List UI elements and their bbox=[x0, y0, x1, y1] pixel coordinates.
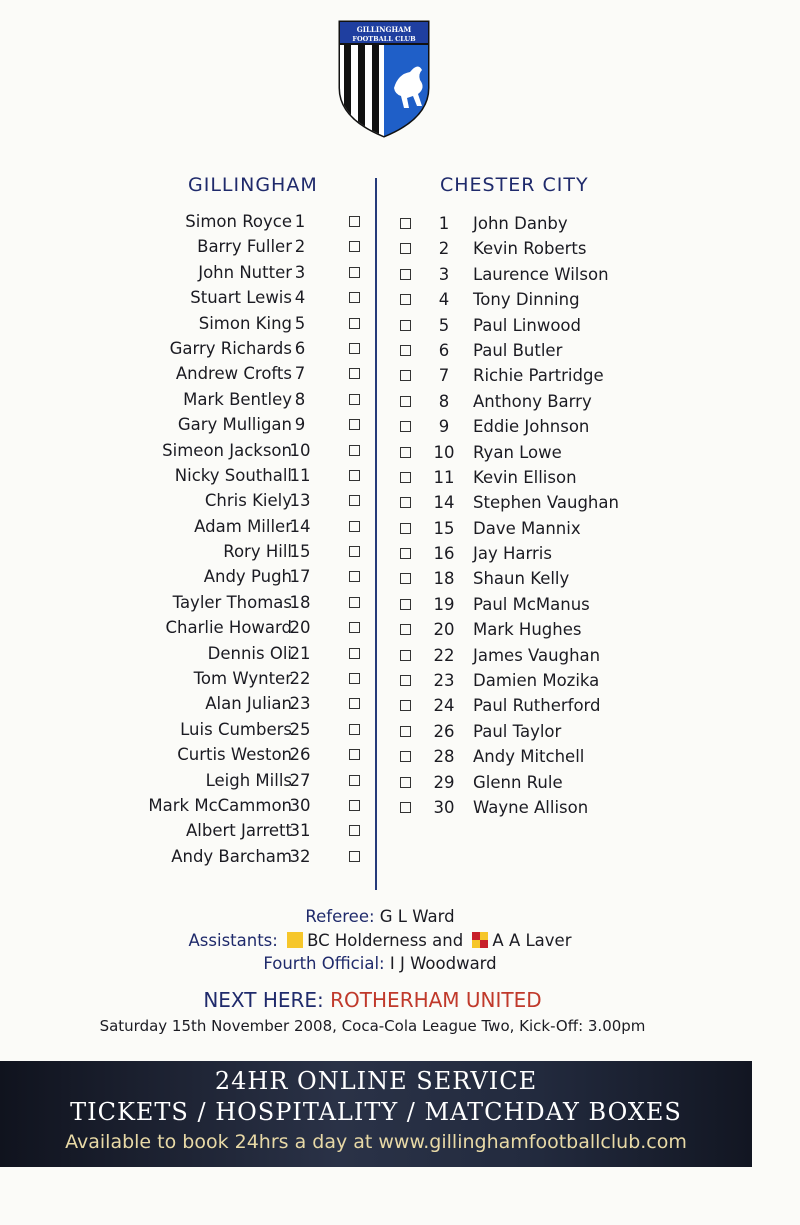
player-name: Paul Linwood bbox=[473, 315, 581, 335]
player-checkbox[interactable] bbox=[349, 368, 360, 379]
player-checkbox[interactable] bbox=[349, 825, 360, 836]
player-name: Curtis Weston bbox=[177, 745, 292, 765]
player-checkbox[interactable] bbox=[349, 445, 360, 456]
away-player-row bbox=[396, 718, 796, 743]
away-player-row bbox=[396, 616, 796, 641]
away-player-row bbox=[396, 261, 796, 286]
player-number: 6 bbox=[294, 338, 306, 358]
assistant-2-name: A A Laver bbox=[492, 930, 572, 950]
home-player-row bbox=[0, 540, 380, 565]
player-name: John Danby bbox=[473, 214, 568, 233]
player-number: 3 bbox=[438, 264, 450, 284]
player-name: James Vaughan bbox=[473, 645, 601, 665]
player-checkbox[interactable] bbox=[400, 802, 411, 813]
player-number: 28 bbox=[433, 747, 455, 767]
home-player-row bbox=[0, 642, 380, 667]
home-player-row bbox=[0, 515, 380, 540]
away-player-row bbox=[396, 312, 796, 337]
player-checkbox[interactable] bbox=[400, 269, 411, 280]
home-player-row bbox=[0, 312, 380, 337]
home-player-row bbox=[0, 616, 380, 641]
player-number: 6 bbox=[438, 340, 450, 360]
player-checkbox[interactable] bbox=[400, 777, 411, 788]
away-player-row bbox=[396, 667, 796, 692]
player-number: 2 bbox=[438, 239, 450, 259]
home-player-row bbox=[0, 591, 380, 616]
player-number: 30 bbox=[289, 795, 311, 815]
player-checkbox[interactable] bbox=[349, 546, 360, 557]
player-name: Nicky Southall bbox=[174, 465, 292, 485]
fourth-official-label: Fourth Official: bbox=[263, 954, 385, 973]
player-checkbox[interactable] bbox=[400, 726, 411, 737]
player-checkbox[interactable] bbox=[349, 521, 360, 532]
away-team-title: CHESTER CITY bbox=[440, 174, 589, 196]
player-number: 15 bbox=[433, 518, 455, 538]
player-number: 23 bbox=[289, 694, 311, 714]
home-player-row bbox=[0, 845, 380, 870]
player-number: 4 bbox=[438, 290, 450, 310]
away-player-row bbox=[396, 439, 796, 464]
player-checkbox[interactable] bbox=[400, 396, 411, 407]
assistant-1-name: BC Holderness and bbox=[307, 930, 464, 950]
away-roster bbox=[396, 210, 796, 819]
ticket-banner bbox=[0, 1061, 752, 1167]
player-name: Kevin Ellison bbox=[473, 467, 577, 487]
player-number: 7 bbox=[294, 364, 306, 384]
home-player-row bbox=[0, 769, 380, 794]
player-number: 30 bbox=[433, 797, 455, 817]
away-player-row bbox=[396, 286, 796, 311]
home-team-title: GILLINGHAM bbox=[188, 174, 318, 196]
away-player-row bbox=[396, 388, 796, 413]
player-checkbox[interactable] bbox=[400, 218, 411, 229]
player-checkbox[interactable] bbox=[349, 394, 360, 405]
away-player-row bbox=[396, 692, 796, 717]
player-number: 26 bbox=[289, 745, 311, 765]
player-checkbox[interactable] bbox=[400, 548, 411, 559]
player-checkbox[interactable] bbox=[400, 421, 411, 432]
player-checkbox[interactable] bbox=[349, 698, 360, 709]
next-opponent: ROTHERHAM UNITED bbox=[330, 988, 542, 1012]
player-number: 15 bbox=[289, 542, 311, 562]
home-player-row bbox=[0, 413, 380, 438]
home-player-row bbox=[0, 718, 380, 743]
referee-line bbox=[0, 905, 760, 929]
next-here-label: NEXT HERE: bbox=[203, 988, 324, 1012]
player-checkbox[interactable] bbox=[349, 648, 360, 659]
player-name: Garry Richards bbox=[169, 338, 292, 358]
player-name: Rory Hill bbox=[223, 542, 292, 562]
player-number: 1 bbox=[438, 214, 450, 233]
checkered-flag-icon bbox=[472, 932, 488, 948]
banner-services: TICKETS / HOSPITALITY / MATCHDAY BOXES bbox=[70, 1098, 682, 1126]
player-name: Albert Jarrett bbox=[186, 821, 292, 841]
home-player-row bbox=[0, 439, 380, 464]
player-name: Dave Mannix bbox=[473, 518, 581, 538]
player-number: 11 bbox=[433, 467, 455, 487]
player-name: Charlie Howard bbox=[165, 618, 292, 638]
away-player-row bbox=[396, 413, 796, 438]
player-checkbox[interactable] bbox=[400, 523, 411, 534]
player-name: Simeon Jackson bbox=[162, 440, 292, 460]
player-number: 20 bbox=[433, 620, 455, 640]
player-checkbox[interactable] bbox=[349, 673, 360, 684]
player-number: 27 bbox=[289, 770, 311, 790]
player-name: Simon Royce bbox=[185, 212, 292, 231]
away-player-row bbox=[396, 743, 796, 768]
away-player-row bbox=[396, 235, 796, 260]
away-player-row bbox=[396, 591, 796, 616]
player-name: Adam Miller bbox=[194, 516, 292, 536]
banner-website-link[interactable]: Available to book 24hrs a day at www.gillinghamfootballclub.com bbox=[65, 1131, 687, 1153]
away-player-row bbox=[396, 794, 796, 819]
player-checkbox[interactable] bbox=[400, 243, 411, 254]
player-number: 2 bbox=[294, 237, 306, 257]
player-name: Barry Fuller bbox=[197, 237, 292, 257]
player-checkbox[interactable] bbox=[349, 724, 360, 735]
player-name: Glenn Rule bbox=[473, 772, 563, 792]
player-name: Laurence Wilson bbox=[473, 264, 609, 284]
player-number: 24 bbox=[433, 696, 455, 716]
player-number: 5 bbox=[438, 315, 450, 335]
away-player-row bbox=[396, 362, 796, 387]
player-number: 9 bbox=[438, 417, 450, 437]
player-name: Mark Bentley bbox=[183, 389, 292, 409]
home-player-row bbox=[0, 819, 380, 844]
player-number: 11 bbox=[289, 465, 311, 485]
player-checkbox[interactable] bbox=[349, 571, 360, 582]
home-roster bbox=[0, 210, 380, 870]
next-fixture-details: Saturday 15th November 2008, Coca-Cola League Two, Kick-Off: 3.00pm bbox=[99, 1017, 646, 1035]
player-checkbox[interactable] bbox=[400, 751, 411, 762]
player-number: 18 bbox=[433, 569, 455, 589]
player-checkbox[interactable] bbox=[400, 345, 411, 356]
player-name: Andrew Crofts bbox=[175, 364, 292, 384]
player-name: Mark McCammon bbox=[148, 795, 292, 815]
player-number: 25 bbox=[289, 719, 311, 739]
player-checkbox[interactable] bbox=[349, 470, 360, 481]
player-name: Gary Mulligan bbox=[177, 415, 292, 435]
player-checkbox[interactable] bbox=[400, 472, 411, 483]
home-player-row bbox=[0, 565, 380, 590]
player-name: Stephen Vaughan bbox=[473, 493, 619, 513]
player-name: Andy Mitchell bbox=[473, 747, 585, 767]
player-number: 22 bbox=[289, 669, 311, 689]
player-name: Luis Cumbers bbox=[180, 719, 292, 739]
player-checkbox[interactable] bbox=[400, 650, 411, 661]
fourth-official-line bbox=[0, 952, 760, 976]
away-player-row bbox=[396, 642, 796, 667]
player-number: 13 bbox=[289, 491, 311, 511]
player-checkbox[interactable] bbox=[400, 320, 411, 331]
player-checkbox[interactable] bbox=[349, 597, 360, 608]
player-number: 1 bbox=[294, 212, 306, 231]
player-number: 10 bbox=[289, 440, 311, 460]
player-name: Shaun Kelly bbox=[473, 569, 570, 589]
player-name: Tony Dinning bbox=[473, 290, 580, 310]
home-player-row bbox=[0, 667, 380, 692]
player-checkbox[interactable] bbox=[349, 318, 360, 329]
player-name: Damien Mozika bbox=[473, 671, 600, 691]
player-name: Simon King bbox=[198, 313, 292, 333]
player-checkbox[interactable] bbox=[349, 216, 360, 227]
away-player-row bbox=[396, 769, 796, 794]
player-number: 7 bbox=[438, 366, 450, 386]
home-player-row bbox=[0, 794, 380, 819]
player-number: 3 bbox=[294, 262, 306, 282]
player-number: 26 bbox=[433, 721, 455, 741]
home-player-row bbox=[0, 362, 380, 387]
player-number: 17 bbox=[289, 567, 311, 587]
player-checkbox[interactable] bbox=[400, 624, 411, 635]
player-name: Andy Barcham bbox=[171, 846, 292, 866]
away-player-row bbox=[396, 210, 796, 235]
player-name: Tayler Thomas bbox=[172, 592, 292, 612]
player-checkbox[interactable] bbox=[349, 622, 360, 633]
player-number: 32 bbox=[289, 846, 311, 866]
player-number: 29 bbox=[433, 772, 455, 792]
player-name: Richie Partridge bbox=[473, 366, 604, 386]
home-player-row bbox=[0, 489, 380, 514]
player-number: 22 bbox=[433, 645, 455, 665]
player-checkbox[interactable] bbox=[400, 447, 411, 458]
player-checkbox[interactable] bbox=[349, 800, 360, 811]
player-number: 21 bbox=[289, 643, 311, 663]
player-name: Stuart Lewis bbox=[190, 288, 292, 308]
player-number: 16 bbox=[433, 544, 455, 564]
player-number: 4 bbox=[294, 288, 306, 308]
away-player-row bbox=[396, 489, 796, 514]
player-name: Jay Harris bbox=[473, 544, 552, 564]
crest-shield-icon bbox=[336, 18, 432, 138]
player-number: 8 bbox=[438, 391, 450, 411]
home-player-row bbox=[0, 464, 380, 489]
player-checkbox[interactable] bbox=[349, 343, 360, 354]
player-name: Paul McManus bbox=[473, 594, 590, 614]
player-number: 10 bbox=[433, 442, 455, 462]
crest-line-2: FOOTBALL CLUB bbox=[352, 35, 416, 43]
away-player-row bbox=[396, 515, 796, 540]
player-checkbox[interactable] bbox=[400, 497, 411, 508]
player-checkbox[interactable] bbox=[349, 292, 360, 303]
player-name: Chris Kiely bbox=[204, 491, 292, 511]
player-checkbox[interactable] bbox=[349, 749, 360, 760]
home-player-row bbox=[0, 286, 380, 311]
player-name: Andy Pugh bbox=[203, 567, 292, 587]
player-name: Wayne Allison bbox=[473, 797, 589, 817]
home-player-row bbox=[0, 261, 380, 286]
next-fixture-heading bbox=[0, 988, 745, 1012]
player-checkbox[interactable] bbox=[349, 241, 360, 252]
player-name: Ryan Lowe bbox=[473, 442, 562, 462]
player-checkbox[interactable] bbox=[349, 775, 360, 786]
assistants-label: Assistants: bbox=[188, 930, 278, 950]
club-crest bbox=[336, 18, 432, 138]
player-name: Alan Julian bbox=[205, 694, 292, 714]
player-checkbox[interactable] bbox=[349, 851, 360, 862]
player-number: 9 bbox=[294, 415, 306, 435]
player-name: Tom Wynter bbox=[193, 669, 292, 689]
player-name: Dennis Oli bbox=[207, 643, 292, 663]
away-player-row bbox=[396, 337, 796, 362]
assistants-line bbox=[0, 929, 760, 953]
player-number: 19 bbox=[433, 594, 455, 614]
player-name: Paul Butler bbox=[473, 340, 563, 360]
player-name: Anthony Barry bbox=[473, 391, 592, 411]
player-name: Mark Hughes bbox=[473, 620, 582, 640]
player-checkbox[interactable] bbox=[349, 495, 360, 506]
player-number: 8 bbox=[294, 389, 306, 409]
player-checkbox[interactable] bbox=[349, 267, 360, 278]
player-checkbox[interactable] bbox=[400, 700, 411, 711]
player-name: Eddie Johnson bbox=[473, 417, 590, 437]
home-player-row bbox=[0, 235, 380, 260]
away-player-row bbox=[396, 540, 796, 565]
home-player-row bbox=[0, 337, 380, 362]
player-number: 23 bbox=[433, 671, 455, 691]
yellow-flag-icon bbox=[287, 932, 303, 948]
player-checkbox[interactable] bbox=[349, 419, 360, 430]
referee-label: Referee: bbox=[305, 907, 375, 926]
player-name: Paul Rutherford bbox=[473, 696, 601, 716]
player-number: 14 bbox=[433, 493, 455, 513]
player-number: 5 bbox=[294, 313, 306, 333]
player-number: 14 bbox=[289, 516, 311, 536]
away-player-row bbox=[396, 565, 796, 590]
player-number: 18 bbox=[289, 592, 311, 612]
home-player-row bbox=[0, 210, 380, 235]
player-checkbox[interactable] bbox=[400, 294, 411, 305]
player-name: Leigh Mills bbox=[205, 770, 292, 790]
player-checkbox[interactable] bbox=[400, 573, 411, 584]
home-player-row bbox=[0, 388, 380, 413]
officials-section bbox=[0, 905, 760, 976]
player-number: 20 bbox=[289, 618, 311, 638]
player-checkbox[interactable] bbox=[400, 370, 411, 381]
banner-headline: 24HR ONLINE SERVICE bbox=[214, 1067, 538, 1095]
player-name: Kevin Roberts bbox=[473, 239, 587, 259]
fourth-official-name: I J Woodward bbox=[389, 954, 497, 973]
referee-name: G L Ward bbox=[379, 907, 455, 926]
player-number: 31 bbox=[289, 821, 311, 841]
player-checkbox[interactable] bbox=[400, 675, 411, 686]
player-name: John Nutter bbox=[198, 262, 292, 282]
home-player-row bbox=[0, 692, 380, 717]
player-checkbox[interactable] bbox=[400, 599, 411, 610]
home-player-row bbox=[0, 743, 380, 768]
player-name: Paul Taylor bbox=[473, 721, 562, 741]
away-player-row bbox=[396, 464, 796, 489]
crest-line-1: GILLINGHAM bbox=[356, 25, 412, 34]
